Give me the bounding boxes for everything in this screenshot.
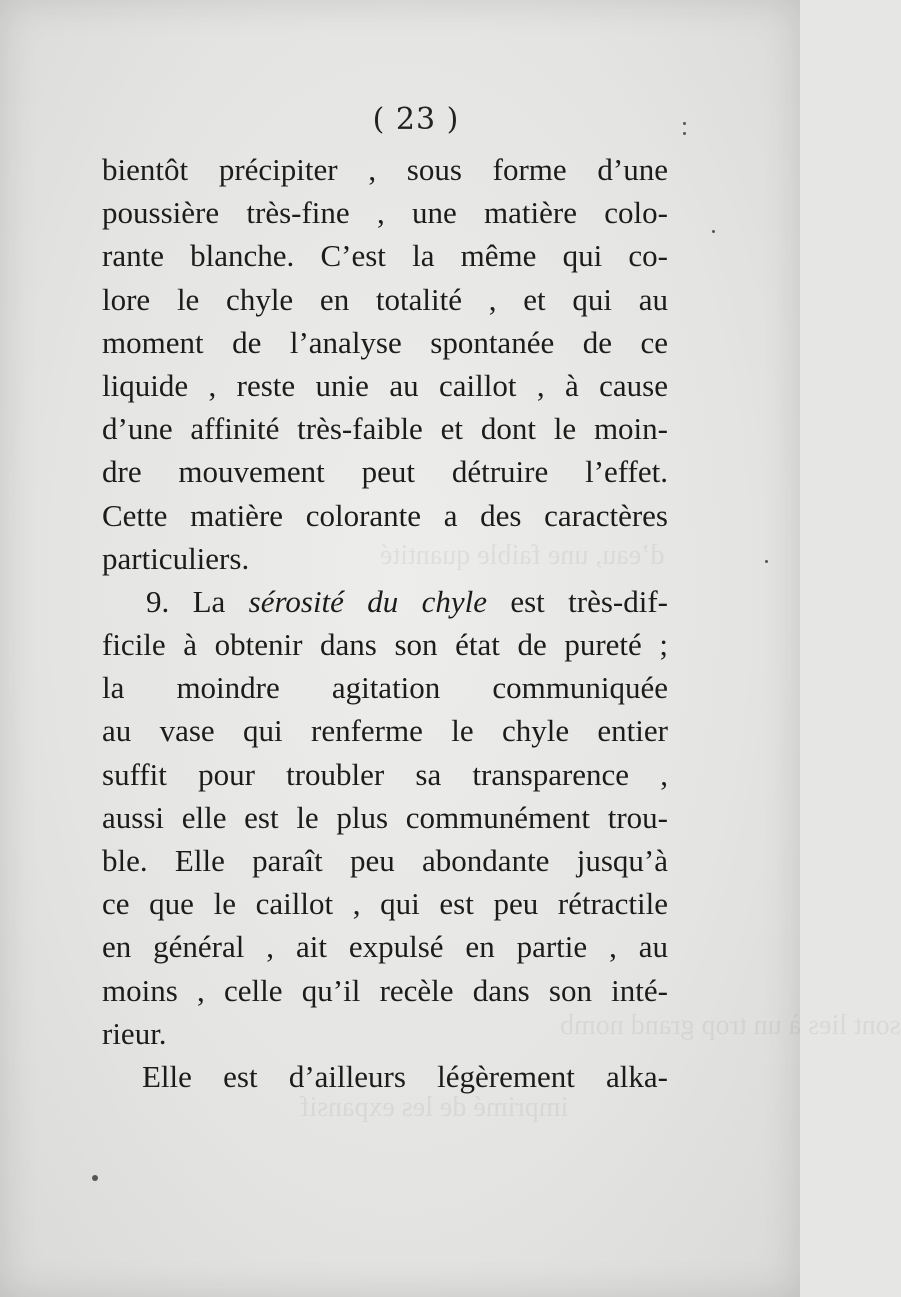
paragraph-9-first-line (102, 580, 668, 623)
text-line: liquide , reste unie au caillot , à cause (102, 367, 668, 403)
text-line: au vase qui renferme le chyle entier (102, 713, 668, 749)
text-fragment: est très-dif- (487, 583, 668, 619)
text-line: en général , ait expulsé en partie , au (102, 929, 668, 965)
text-line: ble. Elle paraît peu abondante jusqu’à (102, 843, 668, 878)
text-line: d’une affinité très-faible et dont le moin- (102, 411, 668, 447)
paragraph-number: 9. La (146, 583, 249, 619)
text-line: dre mouvement peut détruire l’effet. (102, 454, 668, 490)
paragraph-3-first-line: Elle est d’ailleurs légèrement alka- (142, 1058, 668, 1094)
italic-term: sérosité du chyle (248, 583, 488, 619)
paper-speck (765, 560, 768, 563)
text-line: bientôt précipiter , sous forme d’une (102, 152, 668, 187)
text-line: Cette matière colorante a des caractères (102, 497, 668, 533)
text-line: moins , celle qu’il recèle dans son inté- (102, 972, 668, 1008)
text-line: rieur. (102, 1015, 167, 1051)
body-text (102, 148, 668, 1098)
text-line: aussi elle est le plus communément trou- (102, 799, 668, 835)
paper-speck (712, 230, 715, 233)
bleed-through-text: sont lies à un trop grand nomb (560, 1010, 901, 1041)
bleed-through-text: imprimé de les expansif (300, 1092, 569, 1123)
bleed-through-text: d’eau, une faible quantité (380, 540, 665, 571)
text-line: particuliers. (102, 540, 250, 576)
text-line: la moindre agitation communiquée (102, 670, 668, 706)
page-number: ( 23 ) (372, 102, 460, 137)
text-line: suffit pour troubler sa transparence , (102, 756, 668, 792)
text-line: poussière très-fine , une matière colo- (102, 195, 668, 231)
text-line: lore le chyle en totalité , et qui au (102, 281, 668, 317)
text-line: ficile à obtenir dans son état de pureté ; (102, 627, 668, 663)
text-line: moment de l’analyse spontanée de ce (102, 324, 668, 360)
text-line: rante blanche. C’est la même qui co- (102, 238, 668, 274)
paper-speck (92, 1175, 98, 1181)
text-line: ce que le caillot , qui est peu rétractile (102, 886, 668, 922)
